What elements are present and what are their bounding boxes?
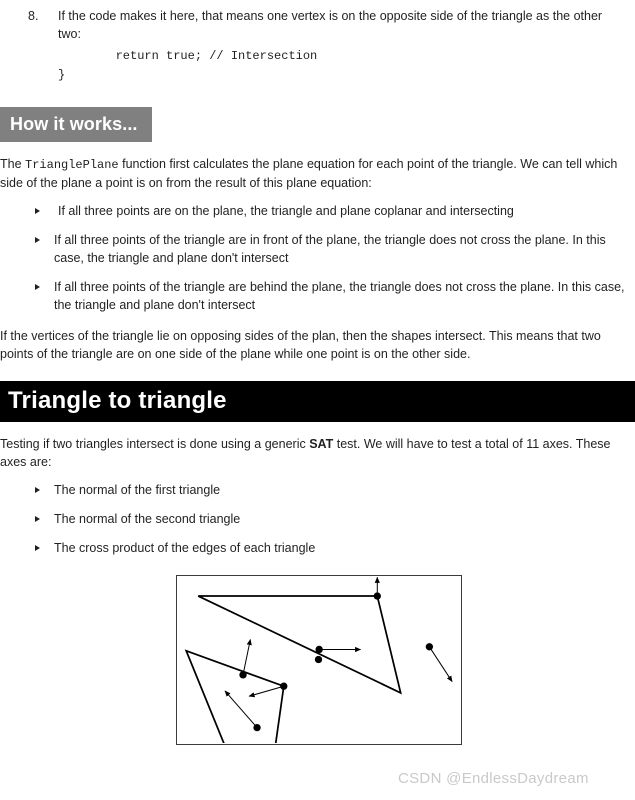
paragraph-1-post: function first calculates the plane equation for each point of the triangle. We can tell which side of the plane a point is on from the result of this plane equation: (0, 157, 618, 190)
triangles-diagram (177, 576, 460, 743)
vertex-dot (239, 671, 246, 678)
code-line-2: } (58, 68, 66, 82)
sat-bold-term: SAT (309, 437, 334, 451)
bullet-triangle-icon (35, 237, 40, 243)
vertex-dot (426, 643, 433, 650)
vertex-dot (280, 683, 287, 690)
list-item-number: 8. (28, 9, 39, 23)
figure-vertex-dots (225, 592, 433, 743)
figure-border-box (176, 575, 462, 745)
list-item-text: If the code makes it here, that means one vertex is on the opposite side of the triangle as the other two: (58, 9, 603, 41)
vertex-dot (374, 592, 381, 599)
bullet-text: The normal of the first triangle (54, 483, 221, 497)
intro-pre: Testing if two triangles intersect is done using a generic (0, 437, 310, 451)
axis-arrow (249, 686, 284, 696)
vertex-dot (315, 646, 322, 653)
bullet-triangle-icon (35, 208, 40, 214)
triangle-to-triangle-intro (0, 435, 635, 471)
figure-axis-arrows (208, 577, 452, 743)
watermark-text: CSDN @EndlessDaydream (398, 770, 589, 787)
axes-bullet-list (0, 481, 635, 557)
paragraph-1-pre: The (0, 157, 26, 171)
code-block (0, 47, 635, 85)
bullet-item (0, 202, 635, 220)
bullet-item (0, 510, 635, 528)
triangle-to-triangle-banner: Triangle to triangle (0, 381, 635, 422)
bullet-text: The cross product of the edges of each triangle (54, 541, 316, 555)
bullet-triangle-icon (35, 284, 40, 290)
bullet-item (0, 539, 635, 557)
numbered-list (0, 0, 635, 43)
how-it-works-heading: How it works... (0, 107, 152, 142)
bullet-triangle-icon (35, 487, 40, 493)
intro-post: test. We will have to test a total of 11 axes. These axes are: (0, 437, 611, 469)
triangle-outline (198, 596, 400, 693)
bullet-text: If all three points of the triangle are in front of the plane, the triangle does not cross the plane. In this case, the triangle and plane don't intersect (54, 233, 606, 265)
how-it-works-bullet-list (0, 202, 635, 314)
bullet-text: If all three points of the triangle are behind the plane, the triangle does not cross the plane. In this case, the triangle and plane don't intersect (54, 280, 625, 312)
bullet-item (0, 481, 635, 499)
bullet-text: The normal of the second triangle (54, 512, 241, 526)
how-it-works-paragraph-1 (0, 155, 635, 192)
triangle-outline (186, 651, 284, 743)
figure-triangles (186, 596, 400, 743)
axis-arrow (429, 647, 452, 682)
bullet-item (0, 278, 635, 314)
bullet-item (0, 231, 635, 267)
bullet-text: If all three points are on the plane, the triangle and plane coplanar and intersecting (58, 204, 514, 218)
axis-arrow (243, 639, 250, 674)
how-it-works-paragraph-2: If the vertices of the triangle lie on opposing sides of the plan, then the shapes intersect. This means that two points of the triangle are on one side of the plane while one point is on the other side. (0, 329, 601, 361)
inline-code-triangleplane: TrianglePlane (25, 158, 119, 172)
vertex-dot (315, 656, 322, 663)
code-line-1: return true; // Intersection (58, 49, 318, 63)
bullet-triangle-icon (35, 516, 40, 522)
axis-arrow (225, 691, 257, 728)
numbered-list-item (0, 0, 635, 43)
bullet-triangle-icon (35, 545, 40, 551)
vertex-dot (253, 724, 260, 731)
